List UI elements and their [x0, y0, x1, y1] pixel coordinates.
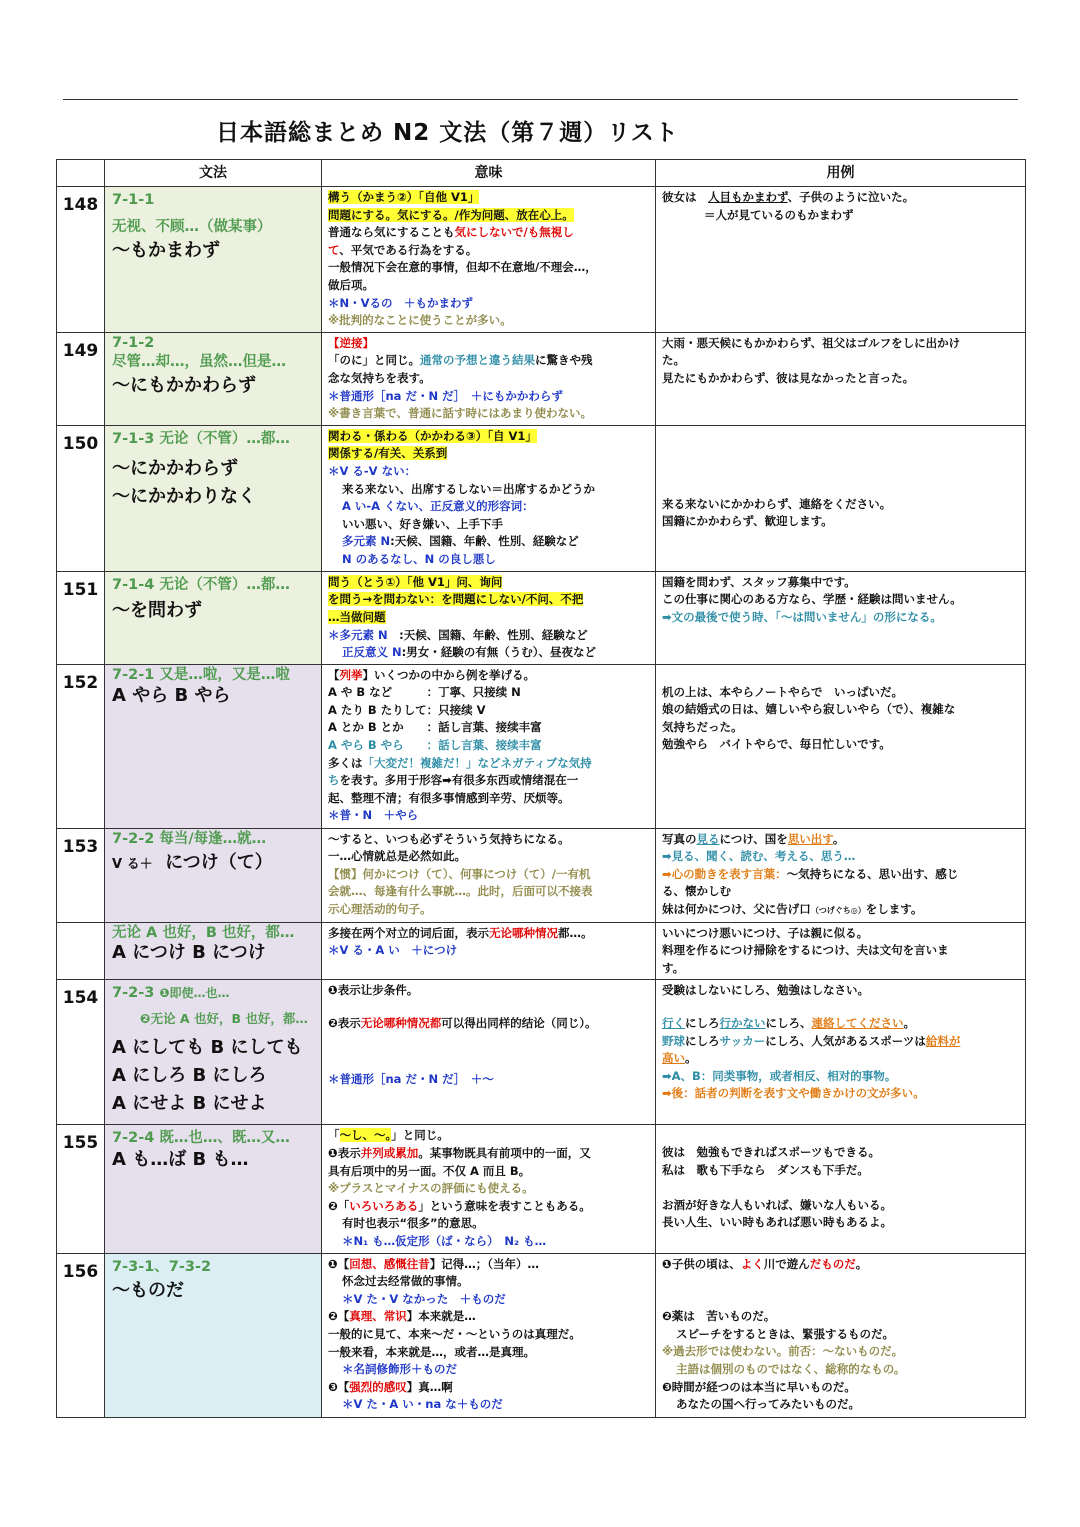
example-highlight: 見る	[696, 831, 720, 846]
meaning-cell	[322, 664, 656, 828]
connection-rule: 多元素 N	[342, 534, 391, 549]
grammar-pattern: A にしても B にしても	[112, 1037, 303, 1059]
example-text: にしろ	[685, 1016, 720, 1031]
row-number: 149	[57, 332, 105, 425]
row-number: 151	[57, 571, 105, 664]
example-text: 写真の	[662, 831, 697, 846]
connection-rule: ＊N・Vるの ＋もかまわず	[328, 295, 474, 310]
example-text: 。	[903, 1016, 915, 1031]
example-cell	[656, 1253, 1026, 1417]
header-num	[57, 160, 105, 187]
meaning-highlight: 気にしないで/も無視し	[454, 225, 574, 240]
connection-rule: N のあるなし、N の良し悪し	[342, 551, 496, 566]
meaning-text: 一…心情就总是必然如此。	[328, 849, 466, 864]
meaning-highlight: て	[328, 242, 340, 257]
example-highlight: 野球	[662, 1033, 685, 1048]
example-highlight: 思い出す	[787, 831, 833, 846]
meaning-text: ❷【	[328, 1309, 350, 1324]
meaning-text: 一般来看，本来就是…，或者…是真理。	[328, 1344, 535, 1359]
grammar-code: 7-1-3 无论（不管）…都…	[112, 430, 290, 447]
usage-note: ➡後：話者の判断を表す文や働きかけの文が多い。	[662, 1086, 925, 1101]
example-highlight: 高い	[662, 1051, 685, 1066]
usage-note: 会就…、每逢有什么事就…。此时，后面可以不接表	[328, 884, 593, 899]
meaning-text: 】本来就是…	[406, 1309, 476, 1324]
grammar-pattern: A やら B やら	[112, 684, 231, 706]
grammar-meaning-cn: 无视、不顾…（做某事）	[112, 219, 272, 235]
meaning-text: を表す。多用于形容➡有很多东西或情绪混在一	[339, 773, 579, 788]
meaning-text: ❷「	[328, 1198, 350, 1213]
connection-rule: ＊名詞修飾形＋ものだ	[342, 1362, 457, 1377]
grammar-pattern-alt: A にせよ B にせよ	[112, 1093, 267, 1115]
meaning-text: 一般的に見て、本来～だ・～というのは真理だ。	[328, 1326, 581, 1341]
verb-entry: 関わる・係わる（かかわる③）「自 V1」	[328, 428, 537, 443]
example-text: 受験はしないにしろ、勉強はしなさい。	[662, 983, 869, 998]
example-paraphrase: ＝人が見ているのもかまわず	[704, 207, 854, 222]
example-text: す。	[662, 960, 685, 975]
row-number	[57, 922, 105, 980]
grammar-code: 7-1-2	[112, 334, 155, 351]
header-grammar: 文法	[105, 160, 322, 187]
header-row	[57, 160, 1026, 187]
table-row	[57, 332, 1026, 425]
meaning-text: 都…。	[558, 925, 593, 940]
table-row	[57, 571, 1026, 664]
meaning-tag: 真理、常识	[349, 1309, 407, 1324]
example-text: 彼は 勉強もできればスポーツもできる。	[662, 1145, 881, 1160]
meaning-text: 多接在两个对立的词后面，表示	[328, 925, 489, 940]
row-number: 154	[57, 980, 105, 1125]
meaning-highlight: A やら B やら ：話し言葉、接续丰富	[328, 738, 542, 753]
meaning-cell	[322, 922, 656, 980]
example-text: ❸時間が経つのは本当に早いものだ。	[662, 1379, 856, 1394]
grammar-pattern: A につけ B につけ	[112, 941, 266, 963]
meaning-cell	[322, 187, 656, 333]
connection-rule: ＊V る・A い ＋につけ	[328, 943, 458, 958]
example-highlight: 給料が	[925, 1033, 961, 1048]
grammar-code: 7-3-1、7-3-2	[112, 1258, 212, 1275]
grammar-cell	[105, 425, 322, 571]
example-text: 大雨・悪天候にもかかわらず、祖父はゴルフをしに出かけ	[662, 335, 961, 350]
example-text: 、子供のように泣いた。	[787, 190, 915, 204]
example-text: 机の上は、本やらノートやらで いっぱいだ。	[662, 684, 904, 699]
connection-rule: ＊多元素 N	[328, 627, 388, 642]
example-text: 見たにもかかわらず、彼は見なかったと言った。	[662, 370, 915, 385]
verb-meaning: 関係する/有关、关系到	[328, 446, 448, 461]
connection-rule: ＊普通形［na だ・N だ］ ＋にもかかわらず	[328, 388, 563, 403]
table-row	[57, 425, 1026, 571]
meaning-text: 有时也表示“很多”的意思。	[342, 1216, 484, 1231]
meaning-tag: 强烈的感叹	[349, 1379, 407, 1394]
meaning-text: :天候、国籍、年齢、性別、経験など	[390, 534, 579, 549]
example-text: 気持ちだった。	[662, 719, 743, 734]
grammar-pattern: ～を問わず	[112, 599, 202, 621]
example-cell	[656, 664, 1026, 828]
connection-rule: ＊V る-V ない：	[328, 463, 417, 478]
row-number: 155	[57, 1125, 105, 1253]
table-row	[57, 980, 1026, 1125]
table-row	[57, 828, 1026, 922]
verb-meaning: 問題にする。気にする。/作为问题、放在心上。	[328, 207, 574, 222]
example-text: 私は 歌も下手なら ダンスも下手だ。	[662, 1163, 869, 1178]
connection-rule: ＊普通形［na だ・N だ］ ＋～	[328, 1071, 494, 1086]
meaning-text: A たり B たりして：只接续 V	[328, 702, 486, 717]
bracket: 【	[328, 667, 340, 682]
meaning-text: 。某事物既具有前项中的一面，又	[418, 1146, 591, 1161]
example-text: 川で遊ん	[763, 1256, 810, 1271]
usage-note: ※批判的なことに使うことが多い。	[328, 313, 512, 328]
meaning-text: 一般情况下会在意的事情，但却不在意地/不理会…，	[328, 260, 597, 275]
grammar-cell	[105, 187, 322, 333]
grammar-pattern: につけ（て）	[165, 851, 273, 873]
usage-note: ➡A、B：同类事物，或者相反、相对的事物。	[662, 1068, 897, 1083]
header-meaning: 意味	[322, 160, 656, 187]
example-cell	[656, 425, 1026, 571]
meaning-highlight: ～し、～。	[339, 1128, 392, 1143]
row-number: 148	[57, 187, 105, 333]
usage-note: ※書き言葉で、普通に話す時にはあまり使わない。	[328, 406, 592, 421]
example-underline: 人目もかまわず	[708, 190, 788, 204]
example-text: 。	[685, 1051, 697, 1066]
example-text: 長い人生、いい時もあれば悪い時もあるよ。	[662, 1215, 892, 1230]
example-highlight: 行かない	[719, 1016, 766, 1031]
table-row	[57, 1253, 1026, 1417]
meaning-text: ❶【	[328, 1256, 350, 1271]
usage-note: 【惯】何かにつけ（て）、何事につけ（て）/一有机	[328, 866, 591, 881]
example-text: 来る来ないにかかわらず、連絡をください。	[662, 496, 892, 511]
meaning-text: 、平気である行為をする。	[339, 242, 478, 257]
connection-rule: A い-A くない、正反意义的形容词：	[342, 499, 534, 514]
example-text: 。	[832, 831, 845, 846]
meaning-text: に驚きや残	[535, 353, 593, 368]
meaning-text: :天候、国籍、年齢、性別、経験など	[387, 627, 588, 642]
meaning-text: A や B など ：丁寧、只接续 N	[328, 685, 521, 700]
usage-note: ➡心の動きを表す言葉：	[662, 866, 787, 881]
grammar-pattern: ～もかまわず	[112, 240, 220, 261]
grammar-pattern: A も…ば B も…	[112, 1149, 249, 1171]
usage-note: 示心理活动的句子。	[328, 902, 432, 917]
example-text: にしろ	[685, 1033, 720, 1048]
example-cell	[656, 828, 1026, 922]
reading-note: （つげぐち◎）	[810, 906, 866, 916]
grammar-meaning-cn-2: ❷无论 A 也好，B 也好，都…	[140, 1011, 308, 1027]
example-text: 彼女は	[662, 190, 708, 204]
connection-rule: ＊V た・V なかった ＋ものだ	[342, 1291, 506, 1306]
meaning-text: 」と同じ。	[391, 1128, 449, 1143]
example-cell	[656, 1125, 1026, 1253]
bracket: 「	[328, 1128, 340, 1143]
meaning-text: 起、整理不清；有很多事情感到辛劳、厌烦等。	[328, 790, 570, 805]
grammar-cell	[105, 571, 322, 664]
table-row	[57, 1125, 1026, 1253]
row-number: 156	[57, 1253, 105, 1417]
grammar-pattern-prefix: V る＋	[112, 856, 153, 872]
verb-meaning: …当做问题	[328, 609, 386, 624]
header-example: 用例	[656, 160, 1026, 187]
meaning-text: 「のに」と同じ。	[328, 353, 420, 368]
verb-entry: 問う（とう①）「他 V1」问、询问	[328, 574, 503, 589]
grammar-code: 7-1-4 无论（不管）…都…	[112, 576, 290, 593]
grammar-cell	[105, 828, 322, 922]
usage-note: ※プラスとマイナスの評価にも使える。	[328, 1181, 534, 1196]
meaning-text: 来る来ない、出席するしない＝出席するかどうか	[342, 481, 595, 496]
example-text: あなたの国へ行ってみたいものだ。	[676, 1397, 860, 1412]
meaning-text: 」という意味を表すこともある。	[418, 1198, 591, 1213]
meaning-text: 】记得…；（当年）…	[429, 1256, 539, 1271]
meaning-tag: 【逆接】	[328, 335, 374, 350]
meaning-cell	[322, 828, 656, 922]
table-row	[57, 664, 1026, 828]
meaning-text: ～すると、いつも必ずそういう気持ちになる。	[328, 831, 570, 846]
meaning-cell	[322, 980, 656, 1125]
meaning-text: いい悪い、好き嫌い、上手下手	[342, 516, 503, 531]
top-rule	[63, 99, 1018, 100]
meaning-text: ❸【	[328, 1379, 350, 1394]
meaning-cell	[322, 425, 656, 571]
example-text: につけ、国を	[719, 831, 788, 846]
meaning-tag: 回想、感慨往昔	[349, 1256, 430, 1271]
grammar-pattern: ～にもかかわらず	[112, 374, 256, 396]
meaning-cell	[322, 1125, 656, 1253]
example-highlight: よく	[740, 1256, 764, 1271]
page-title: 日本語総まとめ N2 文法（第７週）リスト	[216, 120, 679, 146]
table-row	[57, 187, 1026, 333]
grammar-code: 7-2-2 每当/每逢…就…	[112, 830, 267, 847]
example-text: 娘の結婚式の日は、嬉しいやら寂しいやら（で）、複雑な	[662, 702, 956, 717]
usage-note: ➡見る、聞く、読む、考える、思う…	[662, 849, 856, 864]
meaning-highlight: 「大変だ！複雑だ！」などネガティブな気持	[362, 755, 592, 770]
usage-note: ※過去形では使わない。前否：～ないものだ。	[662, 1344, 904, 1359]
grammar-cell	[105, 980, 322, 1125]
grammar-cell	[105, 1125, 322, 1253]
grammar-cell	[105, 1253, 322, 1417]
grammar-meaning-cn: 尽管…却…，虽然…但是…	[112, 353, 286, 370]
verb-entry: 構う（かまう②）「自他 V1」	[328, 190, 480, 204]
meaning-text: 普通なら気にすることも	[328, 225, 455, 240]
meaning-cell	[322, 332, 656, 425]
grammar-meaning-cn: ❶即使…也…	[159, 986, 230, 1001]
connection-rule: ＊V た・A い・na な＋ものだ	[342, 1397, 503, 1412]
grammar-code: 7-1-1	[112, 192, 155, 208]
meaning-highlight: いろいろある	[349, 1198, 419, 1213]
example-text: 。	[855, 1256, 868, 1271]
example-text: た。	[662, 353, 685, 368]
example-text: をします。	[865, 902, 923, 917]
example-highlight: 行く	[662, 1016, 685, 1031]
meaning-text: A とか B とか ：話し言葉、接续丰富	[328, 720, 542, 735]
example-highlight: だものだ	[809, 1256, 856, 1271]
grammar-cell	[105, 332, 322, 425]
example-highlight: サッカー	[719, 1033, 766, 1048]
meaning-text: 怀念过去经常做的事情。	[342, 1274, 469, 1289]
meaning-highlight: 通常の予想と違う結果	[420, 353, 535, 368]
example-text: いいにつけ悪いにつけ、子は親に似る。	[662, 925, 869, 940]
meaning-text: ❶表示让步条件。	[328, 983, 419, 998]
table-row	[57, 922, 1026, 980]
meaning-highlight: ち	[328, 773, 340, 788]
meaning-text: 可以得出同样的结论（同じ）。	[441, 1016, 597, 1031]
meaning-highlight: 无论哪种情况都	[360, 1016, 442, 1031]
grammar-pattern-alt: A にしろ B にしろ	[112, 1065, 267, 1087]
meaning-text: :男女・経験の有無（うむ）、昼夜など	[401, 645, 596, 660]
example-highlight: 連絡してください	[811, 1016, 904, 1031]
example-text: お酒が好きな人もいれば、嫌いな人もいる。	[662, 1197, 892, 1212]
example-cell	[656, 332, 1026, 425]
meaning-highlight: 无论哪种情况	[489, 925, 558, 940]
meaning-text: 做后项。	[328, 277, 374, 292]
verb-meaning: を問う→を問わない：を問題にしない/不问、不把	[328, 592, 584, 607]
example-cell	[656, 571, 1026, 664]
connection-rule: ＊N₁ も…仮定形（ば・なら） N₂ も…	[342, 1234, 547, 1248]
usage-note: 主語は個別のものではなく、総称的なもの。	[676, 1361, 906, 1376]
example-text: ❶子供の頃は、	[662, 1256, 741, 1271]
example-text: にしろ、人気があるスポーツは	[765, 1033, 926, 1048]
meaning-cell	[322, 571, 656, 664]
meaning-text: 具有后项中的另一面。不仅 A 而且 B。	[328, 1163, 531, 1178]
example-text: 国籍を問わず、スタッフ募集中です。	[662, 574, 856, 589]
grammar-pattern: ～にかかわらず	[112, 457, 238, 479]
grammar-pattern: ～ものだ	[112, 1279, 184, 1301]
meaning-cell	[322, 1253, 656, 1417]
grammar-table	[56, 159, 1026, 1418]
example-cell	[656, 922, 1026, 980]
example-cell	[656, 187, 1026, 333]
meaning-text: ❶表示	[328, 1146, 361, 1161]
row-number: 150	[57, 425, 105, 571]
meaning-text: ❷表示	[328, 1016, 361, 1031]
grammar-code: 7-2-3	[112, 985, 155, 1002]
usage-note: ➡文の最後で使う時、「～は問いません」の形になる。	[662, 609, 942, 624]
example-text: この仕事に関心のある方なら、学歴・経験は問いません。	[662, 592, 962, 607]
connection-rule: ＊普・N ＋やら	[328, 808, 419, 823]
example-text: 勉強やら バイトやらで、毎日忙しいです。	[662, 737, 891, 752]
example-text: る、懐かしむ	[662, 884, 731, 899]
meaning-highlight: 并列或累加	[360, 1146, 419, 1161]
example-text: ～気持ちになる、思い出す、感じ	[786, 866, 959, 881]
meaning-text: 】真…啊	[406, 1379, 453, 1394]
meaning-text: 念な気持ちを表す。	[328, 370, 431, 385]
connection-rule: 正反意义 N	[342, 645, 402, 660]
grammar-code: 7-2-4 既…也…、既…又…	[112, 1130, 290, 1147]
example-text: ❷薬は 苦いものだ。	[662, 1309, 776, 1324]
example-text: にしろ、	[765, 1016, 812, 1031]
grammar-cell	[105, 664, 322, 828]
example-text: 妹は何かにつけ、父に告げ口	[662, 902, 811, 917]
grammar-code: 7-2-1 又是…啦，又是…啦	[112, 666, 290, 683]
grammar-meaning-cn: 无论 A 也好，B 也好，都…	[112, 924, 295, 941]
example-cell	[656, 980, 1026, 1125]
example-text: スピーチをするときは、緊張するものだ。	[676, 1326, 895, 1341]
meaning-text: 多くは	[328, 755, 363, 770]
meaning-tag: 列挙	[339, 667, 363, 682]
grammar-pattern-alt: ～にかかわりなく	[112, 485, 256, 507]
example-text: 料理を作るにつけ掃除をするにつけ、夫は文句を言いま	[662, 943, 949, 958]
grammar-cell	[105, 922, 322, 980]
example-text: 国籍にかかわらず、歓迎します。	[662, 514, 833, 529]
row-number: 153	[57, 828, 105, 922]
row-number: 152	[57, 664, 105, 828]
meaning-text: 】いくつかの中から例を挙げる。	[362, 667, 535, 682]
